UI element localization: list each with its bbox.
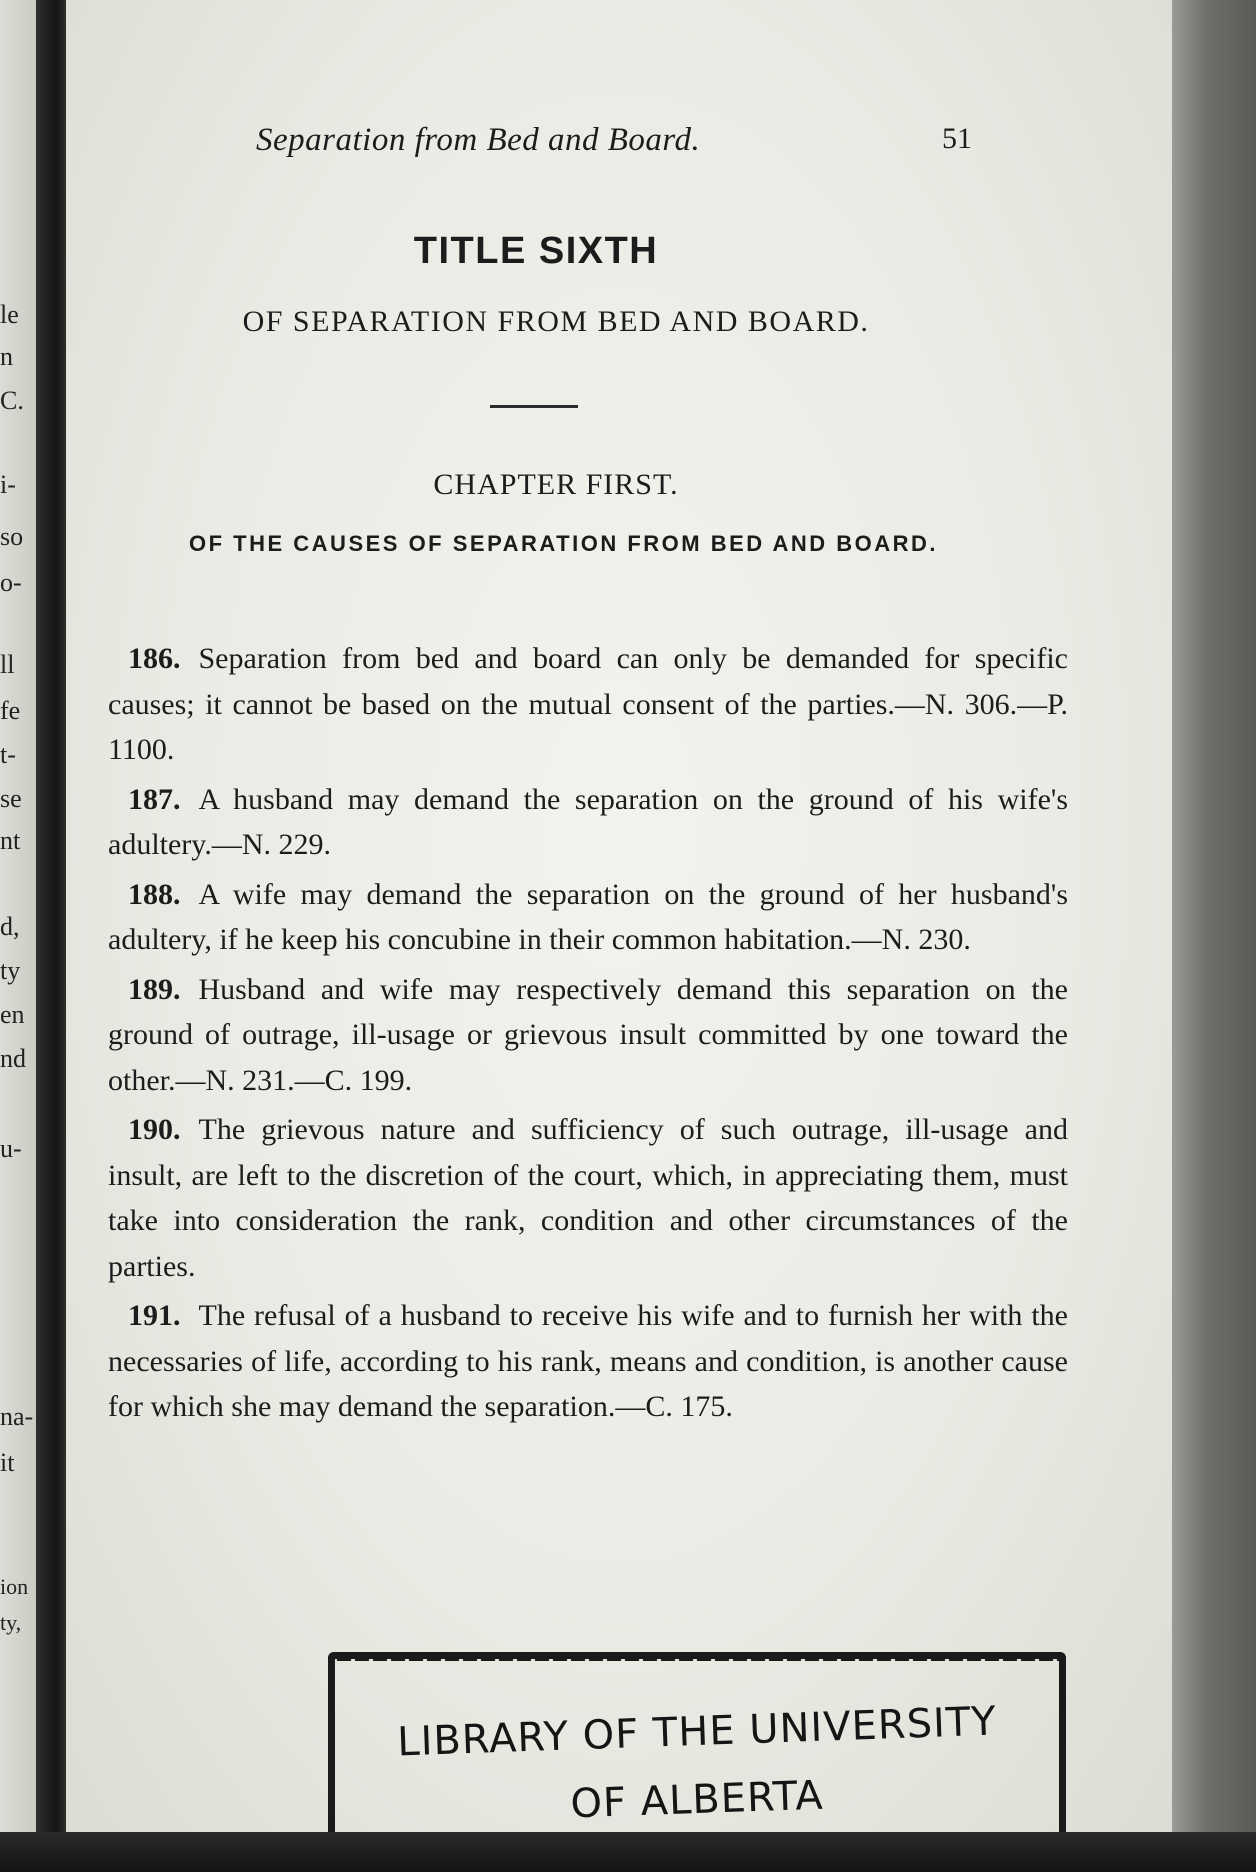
facing-page-fragment: d,: [0, 912, 20, 941]
article-number: 188.: [128, 877, 181, 911]
book-page: [66, 0, 1172, 1836]
book-bottom-edge: [0, 1832, 1256, 1872]
facing-page-fragment: so: [0, 522, 24, 551]
article: [108, 872, 1068, 963]
facing-page-fragment: it: [0, 1448, 15, 1477]
stamp-text-line: LIBRARY OF THE UNIVERSITY: [396, 1698, 998, 1766]
book-edge: [1172, 0, 1256, 1872]
article-text: A husband may demand the separation on the ground of his wife's adultery.—N. 229.: [108, 782, 1068, 861]
article-text: The grievous nature and sufficiency of such outrage, ill-usage and insult, are left to the discretion of the court, which, in appreciating them, must take into consideration the rank, condition and other circumstances of the parties.: [108, 1113, 1068, 1283]
facing-page-fragment: se: [0, 784, 22, 813]
facing-page-fragment: ll: [0, 650, 15, 679]
library-stamp: [328, 1652, 1066, 1852]
article-number: 186.: [128, 642, 181, 675]
article: [108, 777, 1068, 868]
chapter-heading: CHAPTER FIRST.: [433, 468, 679, 501]
facing-page-fragment: ty,: [0, 1610, 22, 1635]
chapter-subheading: OF THE CAUSES OF SEPARATION FROM BED AND BOARD.: [189, 531, 938, 556]
article-text: Husband and wife may respectively demand this separation on the ground of outrage, ill-usage or grievous insult committed by one toward the other.—N. 231.—C. 199.: [108, 972, 1068, 1097]
facing-page-fragment: t-: [0, 740, 16, 769]
facing-page-fragment: u-: [0, 1134, 22, 1163]
article-number: 189.: [128, 972, 181, 1006]
section-divider: [490, 405, 578, 408]
facing-page-fragment: C.: [0, 386, 24, 415]
article: [108, 967, 1068, 1104]
article-list: [108, 636, 1068, 1434]
article-number: 187.: [128, 782, 181, 816]
article: [108, 1293, 1068, 1430]
facing-page-fragment: nt: [0, 826, 21, 855]
article-text: The refusal of a husband to receive his wife and to furnish her with the necessaries of life, according to his rank, means and condition, is another cause for which she may demand the separation.—C. 175.: [108, 1299, 1068, 1423]
article-number: 190.: [128, 1113, 181, 1146]
article-number: 191.: [128, 1299, 181, 1332]
running-head: Separation from Bed and Board.: [256, 122, 701, 158]
title-subheading: OF SEPARATION FROM BED AND BOARD.: [242, 305, 870, 338]
page-number: 51: [942, 122, 972, 155]
article: [108, 1107, 1068, 1289]
title-heading: TITLE SIXTH: [413, 230, 659, 272]
facing-page-fragment: n: [0, 342, 13, 371]
article-text: A wife may demand the separation on the ground of her husband's adultery, if he keep his concubine in their common habitation.—N. 230.: [108, 877, 1068, 956]
article-text: Separation from bed and board can only be demanded for specific causes; it cannot be based on the mutual consent of the parties.—N. 306.—P. 1100.: [108, 642, 1068, 766]
book-gutter: [36, 0, 70, 1872]
stamp-text-line: OF ALBERTA: [569, 1772, 825, 1828]
facing-page-fragment: en: [0, 1000, 25, 1029]
stamp-border: [335, 1649, 1059, 1661]
facing-page-fragment: ty: [0, 956, 21, 985]
facing-page-fragment: fe: [0, 696, 21, 725]
facing-page-fragment: o-: [0, 568, 22, 597]
article: [108, 636, 1068, 773]
facing-page-fragment: le: [0, 300, 19, 329]
facing-page-fragment: nd: [0, 1044, 26, 1073]
facing-page-fragment: ion: [0, 1574, 29, 1599]
facing-page-fragment: na-: [0, 1402, 34, 1431]
facing-page-fragment: i-: [0, 470, 16, 499]
